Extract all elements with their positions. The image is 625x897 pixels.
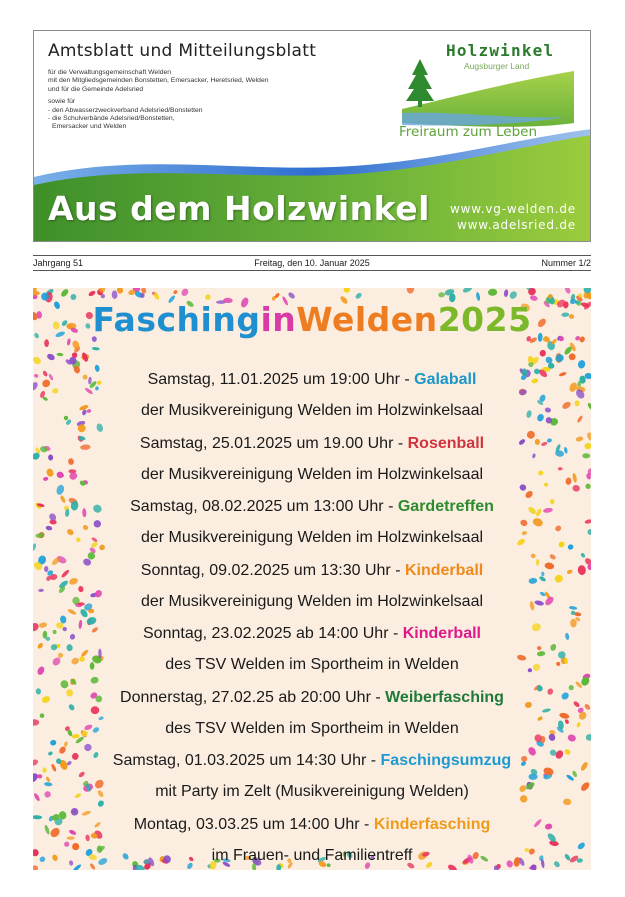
title-part: Welden [296,300,438,339]
event-time-text: Samstag, 11.01.2025 um 19:00 Uhr - [147,371,415,388]
issue-volume: Jahrgang 51 [33,258,84,268]
event-name: Faschingsumzug [380,752,512,769]
event-datetime [33,428,591,459]
event-datetime [33,364,591,395]
event-item [33,682,591,746]
event-datetime [33,809,591,840]
event-name: Galaball [414,371,477,388]
masthead-subtitle [48,69,368,132]
subtitle-line: und für die Gemeinde Adelsried [48,85,144,93]
masthead [33,30,591,242]
title-part: Fasching [92,300,261,339]
event-item [33,555,591,619]
event-item [33,809,591,871]
event-list [33,364,591,870]
event-datetime [33,491,591,522]
event-datetime [33,618,591,649]
event-time-text: Montag, 03.03.25 um 14:00 Uhr - [133,815,374,833]
event-datetime [33,682,591,713]
issue-info-bar [33,255,591,271]
poster-title [33,300,591,339]
event-location: des TSV Welden im Sportheim in Welden [165,719,459,737]
event-time-text: Donnerstag, 27.02.25 ab 20:00 Uhr - [120,688,386,706]
event-name: Kinderball [402,625,481,642]
title-part: 2025 [437,300,532,339]
event-name: Kinderball [404,561,484,579]
event-datetime [33,745,591,776]
logo-name: Holzwinkel [446,41,555,60]
event-location: der Musikvereinigung Welden im Holzwinkelsaal [140,592,484,610]
event-name: Kinderfasching [373,815,491,833]
issue-number: Nummer 1/2 [541,258,591,268]
logo-region: Augsburger Land [464,61,530,71]
title-part: in [260,300,297,339]
subtitle-line: mit den Mitgliedsgemeinden Bonstetten, Emersacker, Heretsried, Welden [48,77,269,85]
subtitle-line: für die Verwaltungsgemeinschaft Welden [48,69,172,76]
event-time-text: Samstag, 25.01.2025 um 19.00 Uhr - [139,434,408,452]
website-link-vg-welden[interactable]: www.vg-welden.de [450,202,576,216]
issue-date: Freitag, den 10. Januar 2025 [254,258,370,268]
event-item [33,745,591,809]
event-location: des TSV Welden im Sportheim in Welden [165,656,459,673]
subtitle-line: - den Abwasserzweckverband Adelsried/Bonstetten [48,106,203,114]
masthead-main-title: Aus dem Holzwinkel [48,189,430,228]
masthead-title: Amtsblatt und Mitteilungsblatt [48,41,317,61]
event-time-text: Sonntag, 23.02.2025 ab 14:00 Uhr - [143,625,403,642]
subtitle-line: sowie für [48,98,76,106]
event-datetime [33,555,591,586]
subtitle-line: Emersacker und Welden [52,123,127,131]
event-item [33,428,591,492]
website-link-adelsried[interactable]: www.adelsried.de [457,218,576,232]
event-name: Rosenball [407,434,485,452]
event-item [33,491,591,555]
event-name: Gardetreffen [397,498,494,515]
event-item [33,618,591,682]
event-location: im Frauen- und Familientreff [211,846,413,864]
event-location: mit Party im Zelt (Musikvereinigung Welden) [155,783,469,800]
event-location: der Musikvereinigung Welden im Holzwinkelsaal [140,465,484,483]
logo-slogan: Freiraum zum Leben [399,124,538,140]
subtitle-line: - die Schulverbände Adelsried/Bonstetten, [48,115,175,123]
event-item [33,364,591,428]
fasching-poster [33,288,591,870]
event-time-text: Samstag, 01.03.2025 um 14:30 Uhr - [112,752,381,769]
event-name: Weiberfasching [385,688,504,706]
event-location: der Musikvereinigung Welden im Holzwinkelsaal [140,402,484,419]
event-time-text: Sonntag, 09.02.2025 um 13:30 Uhr - [140,561,405,579]
event-location: der Musikvereinigung Welden im Holzwinkelsaal [140,529,484,546]
event-time-text: Samstag, 08.02.2025 um 13:00 Uhr - [130,498,398,515]
